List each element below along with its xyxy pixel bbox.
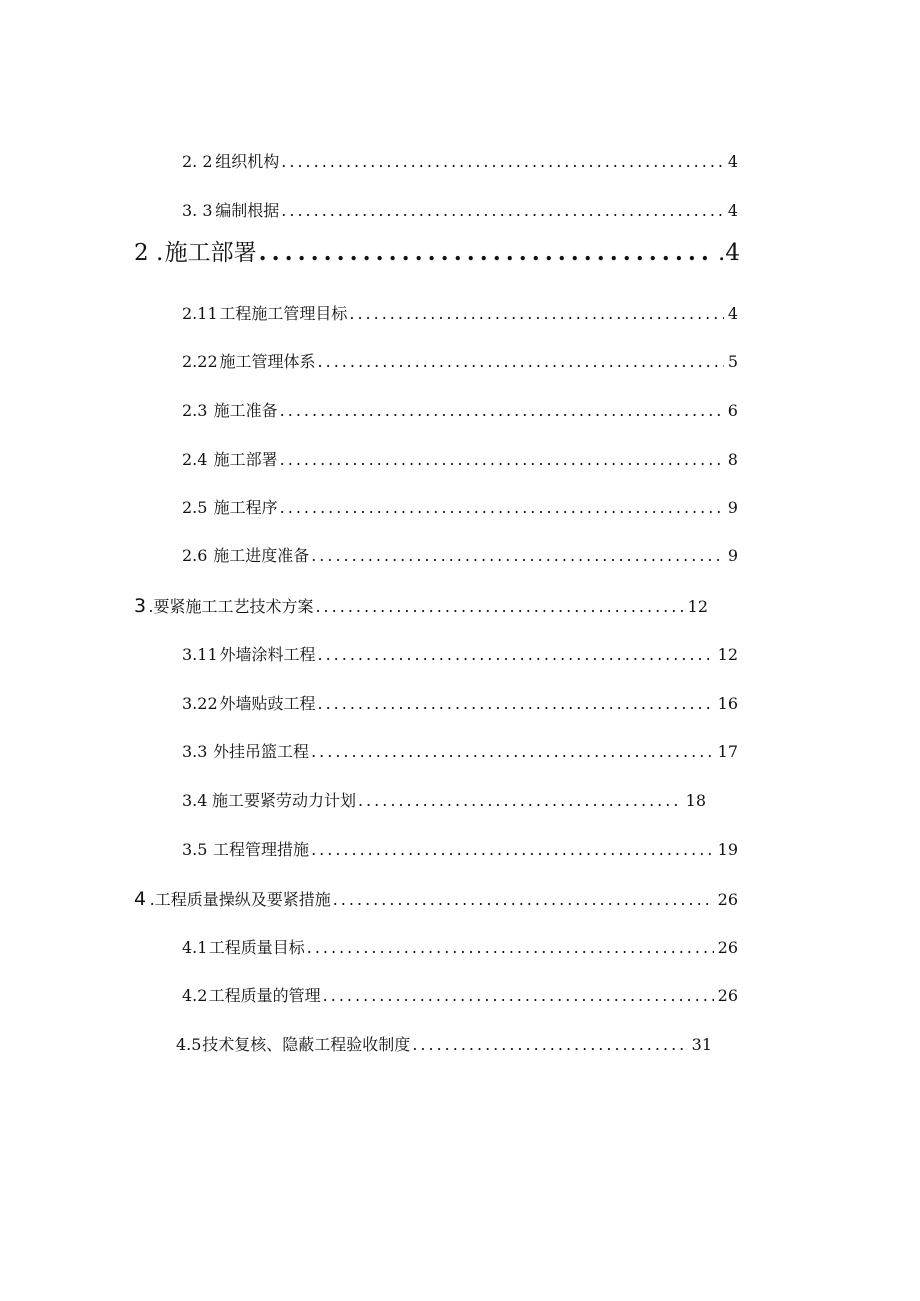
toc-leader-dots (318, 350, 724, 374)
toc-entry[interactable] (182, 936, 738, 960)
toc-entry-title: 工程施工管理目标 (219, 304, 348, 323)
toc-leader-dots (280, 448, 724, 472)
toc-entry-page: 8 (727, 450, 738, 469)
toc-entry-page: 17 (717, 742, 738, 761)
toc-leader-dots (349, 302, 723, 326)
toc-entry-title: 工程管理措施 (213, 840, 310, 859)
toc-leader-dots (317, 692, 713, 716)
toc-leader-dots (323, 984, 714, 1008)
toc-entry[interactable] (182, 399, 738, 423)
toc-leader-dots (333, 888, 714, 911)
toc-entry-number: 3.22 (182, 694, 218, 713)
toc-entry-page: 31 (691, 1035, 712, 1054)
toc-leader-dots (280, 399, 724, 423)
toc-leader-dots (358, 789, 682, 813)
toc-entry-title: 外墙贴豉工程 (219, 694, 316, 713)
toc-entry[interactable] (182, 643, 738, 667)
toc-entry[interactable] (182, 544, 738, 568)
toc-entry-page: 4 (727, 201, 738, 220)
toc-entry-number: 2 . (134, 240, 164, 266)
toc-entry[interactable] (182, 448, 738, 472)
toc-entry-page: 16 (717, 694, 738, 713)
toc-entry[interactable] (182, 838, 738, 862)
toc-entry-title: 工程质量的管理 (208, 986, 321, 1005)
toc-entry-number: 4.1 (182, 938, 208, 957)
toc-entry-page: 4 (727, 152, 738, 171)
toc-entry-number: 3 (134, 595, 147, 617)
toc-entry-number: 3.11 (182, 645, 218, 664)
toc-entry[interactable] (134, 594, 708, 618)
toc-entry[interactable] (182, 496, 738, 520)
toc-entry-number: 4 (134, 888, 147, 910)
toc-entry[interactable] (134, 887, 738, 911)
toc-entry-number: 3. 3 (182, 201, 213, 220)
toc-entry-number: 4.5 (176, 1035, 202, 1054)
toc-entry-page: 26 (717, 986, 738, 1005)
toc-entry-page: 19 (717, 840, 738, 859)
toc-entry-title: 工程质量目标 (208, 938, 305, 957)
toc-entry-page: 12 (717, 645, 738, 664)
toc-leader-dots (259, 236, 714, 270)
toc-entry-title: .工程质量操纵及要紧措施 (149, 890, 331, 909)
toc-entry-page: 4 (727, 304, 738, 323)
toc-entry-number: 3.5 (182, 840, 208, 859)
toc-entry-number: 2.6 (182, 546, 208, 565)
toc-entry-title: 施工准备 (213, 401, 278, 420)
toc-entry-title: 施工管理体系 (219, 352, 316, 371)
toc-entry-page: 9 (727, 546, 738, 565)
toc-entry-title: 技术复核、隐蔽工程验收制度 (202, 1035, 411, 1054)
toc-entry[interactable] (176, 1033, 712, 1057)
toc-entry-title: 施工要紧劳动力计划 (211, 791, 356, 810)
toc-entry-title: 编制根据 (215, 201, 280, 220)
toc-entry-title: 外挂吊篮工程 (213, 742, 310, 761)
toc-entry-page: 12 (687, 597, 708, 616)
toc-leader-dots (281, 150, 724, 174)
toc-leader-dots (412, 1033, 687, 1057)
toc-leader-dots (311, 544, 724, 568)
toc-entry-page: 18 (685, 791, 706, 810)
toc-entry-page: 26 (717, 938, 738, 957)
toc-entry-title: 施工部署 (213, 450, 278, 469)
toc-entry[interactable] (182, 150, 738, 174)
toc-entry-number: 2.11 (182, 304, 218, 323)
toc-entry[interactable] (182, 740, 738, 764)
toc-entry[interactable] (182, 302, 738, 326)
toc-leader-dots (307, 936, 714, 960)
toc-entry-number: 2.22 (182, 352, 218, 371)
toc-entry-page: .4 (718, 240, 740, 266)
toc-entry-number: 2.4 (182, 450, 208, 469)
toc-entry-number: 2. 2 (182, 152, 213, 171)
toc-entry[interactable] (182, 984, 738, 1008)
toc-entry-title: 施工部署 (164, 240, 257, 266)
toc-entry-number: 2.3 (182, 401, 208, 420)
toc-entry[interactable] (134, 236, 740, 270)
toc-leader-dots (281, 199, 724, 223)
toc-entry[interactable] (182, 350, 738, 374)
toc-leader-dots (280, 496, 724, 520)
toc-entry-page: 6 (727, 401, 738, 420)
toc-entry[interactable] (182, 199, 738, 223)
toc-entry-title: .要紧施工工艺技术方案 (148, 597, 314, 616)
toc-entry[interactable] (182, 692, 738, 716)
toc-entry-page: 5 (727, 352, 738, 371)
toc-entry-page: 26 (717, 890, 738, 909)
toc-entry-title: 施工进度准备 (213, 546, 310, 565)
toc-entry-number: 3.3 (182, 742, 208, 761)
toc-entry-title: 施工程序 (213, 498, 278, 517)
toc-entry-title: 组织机构 (215, 152, 280, 171)
toc-entry-number: 2.5 (182, 498, 208, 517)
toc-entry[interactable] (182, 789, 706, 813)
toc-leader-dots (311, 740, 714, 764)
toc-entry-number: 3.4 (182, 791, 208, 810)
toc-leader-dots (315, 595, 683, 618)
toc-leader-dots (311, 838, 714, 862)
toc-entry-page: 9 (727, 498, 738, 517)
toc-entry-title: 外墙涂料工程 (219, 645, 316, 664)
toc-leader-dots (317, 643, 713, 667)
toc-entry-number: 4.2 (182, 986, 208, 1005)
